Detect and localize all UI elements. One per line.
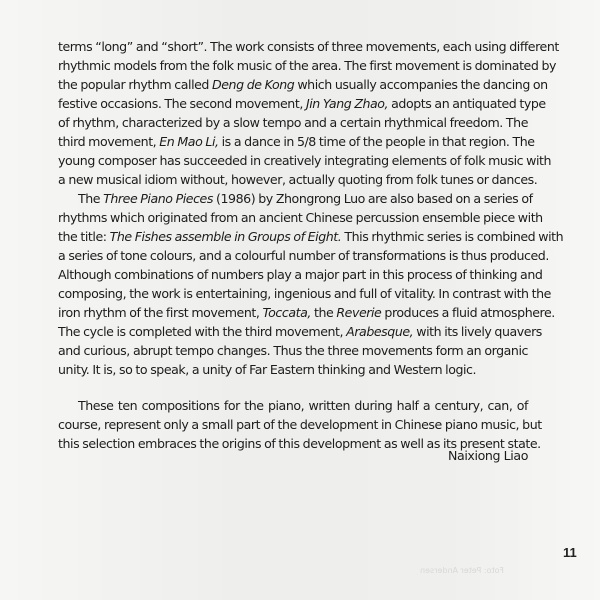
text-segment: which usually accompanies the dancing on <box>294 77 548 92</box>
italic-title: Three Piano Pieces <box>103 191 213 206</box>
body-text <box>58 37 564 453</box>
text-segment: of rhythm, characterized by a slow tempo and a certain rhythmical freedom. The <box>58 115 528 130</box>
text-segment: The <box>78 191 104 206</box>
text-line <box>58 303 555 322</box>
text-segment: This rhythmic series is combined with <box>341 229 564 244</box>
text-segment: terms “long” and “short”. The work consists of three movements, each using different <box>58 39 559 54</box>
text-line <box>58 113 528 132</box>
text-line <box>58 56 556 75</box>
text-line <box>58 37 559 56</box>
text-segment: rhythmic models from the folk music of the area. The first movement is dominated by <box>58 58 556 73</box>
text-line <box>58 189 533 208</box>
text-segment: a series of tone colours, and a colourful number of transformations is thus produced. <box>58 248 549 263</box>
italic-title: Deng de Kong <box>212 77 295 92</box>
text-segment: and curious, abrupt tempo changes. Thus the three movements form an organic <box>58 343 528 358</box>
text-segment: The cycle is completed with the third movement, <box>58 324 347 339</box>
italic-title: The Fishes assemble in Groups of Eight. <box>109 229 342 244</box>
text-segment: young composer has succeeded in creatively integrating elements of folk music with <box>58 153 552 168</box>
text-line <box>58 132 535 151</box>
text-line <box>58 227 564 246</box>
text-segment: (1986) by Zhongrong Luo are also based on a series of <box>212 191 533 206</box>
text-segment: rhythms which originated from an ancient Chinese percussion ensemble piece with <box>58 210 543 225</box>
text-segment: festive occasions. The second movement, <box>58 96 306 111</box>
text-line <box>58 208 543 227</box>
italic-title: Arabesque, <box>346 324 414 339</box>
text-segment: Although combinations of numbers play a major part in this process of thinking and <box>58 267 543 282</box>
italic-title: En Mao Li, <box>159 134 219 149</box>
text-segment: These ten compositions for the piano, written during half a century, can, of <box>78 398 528 413</box>
text-segment: iron rhythm of the first movement, <box>58 305 263 320</box>
text-segment: the title: <box>58 229 110 244</box>
text-segment: course, represent only a small part of the development in Chinese piano music, but <box>58 417 542 432</box>
italic-title: Toccata, <box>262 305 311 320</box>
text-segment: a new musical idiom without, however, actually quoting from folk tunes or dances. <box>58 172 538 187</box>
text-segment: is a dance in 5/8 time of the people in that region. The <box>218 134 535 149</box>
italic-title: Jin Yang Zhao, <box>305 96 389 111</box>
text-line <box>58 360 528 379</box>
text-line <box>58 75 548 94</box>
italic-title: Reverie <box>336 305 382 320</box>
text-segment: with its lively quavers <box>413 324 542 339</box>
text-line <box>58 94 546 113</box>
text-segment: unity. It is, so to speak, a unity of Far Eastern thinking and Western logic. <box>58 362 477 377</box>
text-line <box>58 246 549 265</box>
text-line <box>58 151 552 170</box>
author-signature: Naixiong Liao <box>447 448 528 463</box>
text-line <box>58 170 538 189</box>
text-line <box>58 341 528 360</box>
text-segment: this selection embraces the origins of this development as well as its present state. <box>58 436 541 451</box>
text-segment: the <box>310 305 337 320</box>
text-line <box>58 322 542 341</box>
text-segment: adopts an antiquated type <box>388 96 546 111</box>
text-line <box>58 265 543 284</box>
bleed-through-caption: Foto: Peter Andersen <box>420 566 504 575</box>
text-segment: composing, the work is entertaining, ingenious and full of vitality. In contrast with the <box>58 286 551 301</box>
text-line <box>58 396 528 415</box>
text-segment: produces a fluid atmosphere. <box>381 305 555 320</box>
text-segment: third movement, <box>58 134 160 149</box>
page-number: 11 <box>563 545 577 560</box>
text-line <box>58 284 551 303</box>
paragraph-gap <box>58 379 528 396</box>
text-segment: the popular rhythm called <box>58 77 213 92</box>
text-line <box>58 415 542 434</box>
